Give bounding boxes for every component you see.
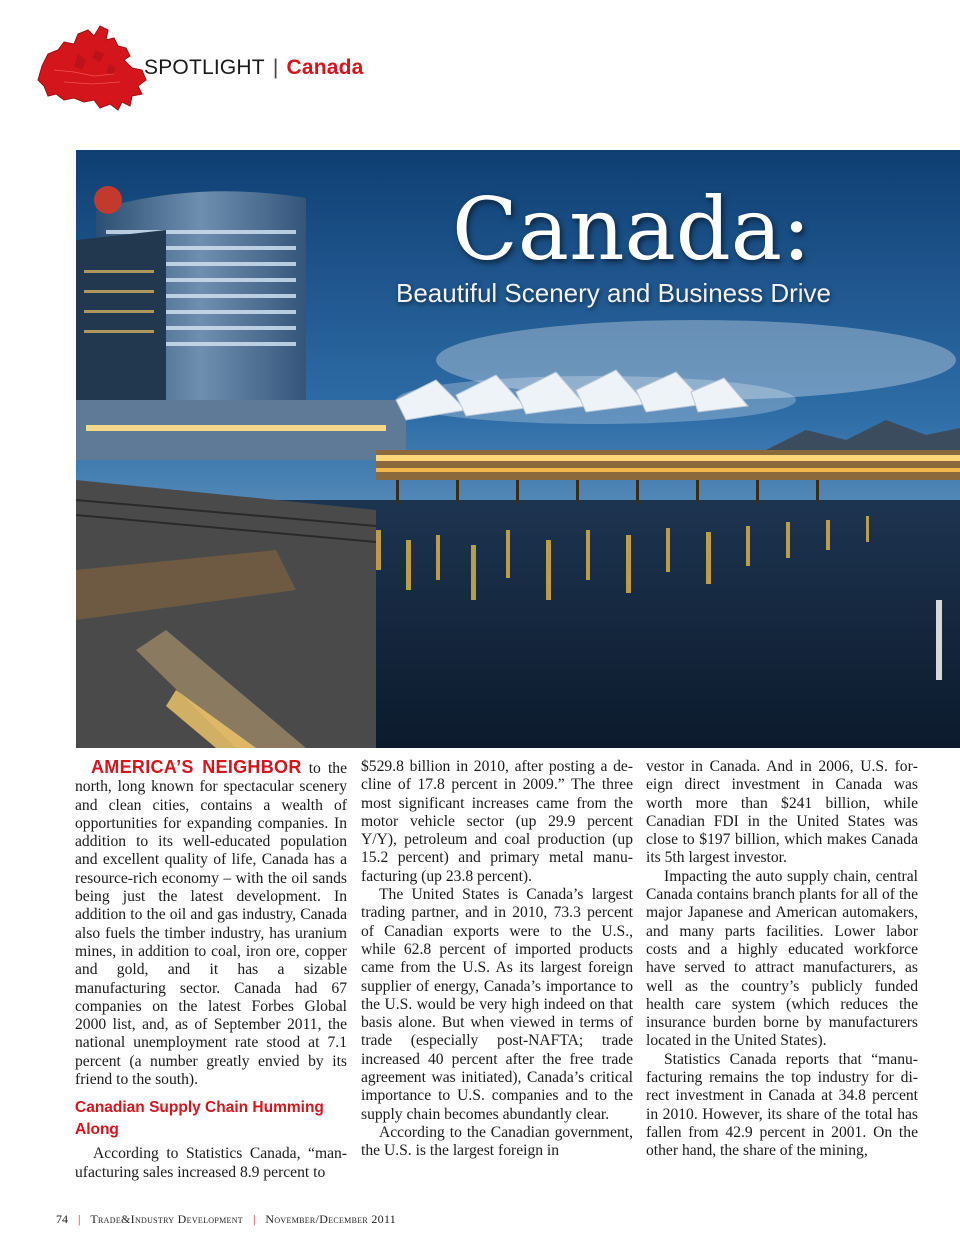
article-paragraph: According to the Canadian government, the U.S. is the largest foreign in	[361, 1123, 633, 1160]
article-paragraph: $529.8 billion in 2010, after posting a decline of 17.8 percent in 2009.” The three most significant increases came from the motor vehicle sector (up 29.9 percent Y/Y), petroleum and coal production (up 15.2 percent) and primary metal manufacturing (up 23.8 percent).	[361, 758, 633, 885]
page-footer	[56, 1212, 396, 1227]
lead-in: AMERICA’S NEIGHBOR	[91, 757, 302, 777]
hero-photo	[76, 150, 960, 748]
page-header	[0, 0, 960, 140]
article-paragraph: According to Statistics Canada, “manufacturing sales increased 8.9 percent to	[75, 1145, 347, 1181]
article-column-2	[361, 758, 633, 1161]
hero-title: Canada:	[452, 180, 812, 280]
article-paragraph: Impacting the auto supply chain, central Canada contains branch plants for all of the major Japanese and American automakers, and many parts facilities. Lower labor costs and a highly educated workforce have served to attract manufacturers, as well as the country’s publicly funded health care system (which reduces the insurance burden borne by manufacturers located in the United States).	[646, 867, 918, 1050]
section-separator: |	[272, 56, 279, 79]
publication-name: Trade&Industry Development	[90, 1212, 243, 1226]
footer-divider: |	[252, 1212, 256, 1226]
issue-date: November/December 2011	[265, 1212, 397, 1226]
article-column-1	[75, 758, 347, 1182]
article-paragraph: vestor in Canada. And in 2006, U.S. foreign direct investment in Canada was worth more than $241 billion, while Canadian FDI in the United States was close to $197 billion, which makes Canada its 5th largest investor.	[646, 758, 918, 867]
hero-subtitle: Beautiful Scenery and Business Drive	[396, 278, 832, 308]
subheading: Canadian Supply Chain Humming Along	[75, 1099, 324, 1139]
article-paragraph: Statistics Canada reports that “manufacturing remains the top industry for direct investment in Canada at 34.8 percent in 2010. However, its share of the total has fallen from 42.9 percent in 2001. On the other hand, the share of the mining,	[646, 1050, 918, 1160]
article-paragraph: The United States is Canada’s largest trading partner, and in 2010, 73.3 percent of Canadian exports were to the U.S., while 62.8 percent of imported products came from the U.S. As its largest foreign supplier of energy, Canada’s importance to the U.S. would be very high indeed on that basis alone. But when viewed in terms of trade (especially post-NAFTA; trade increased 40 percent after the free trade agreement was initiated), Canada’s critical importance to U.S. companies and to the supply chain becomes abundantly clear.	[361, 886, 633, 1123]
section-country: Canada	[286, 56, 364, 79]
footer-divider: |	[78, 1212, 81, 1226]
article-paragraph	[75, 758, 347, 1089]
section-label	[144, 56, 364, 80]
page-number: 74	[56, 1212, 68, 1226]
section-name: SPOTLIGHT	[144, 56, 265, 79]
paragraph-text: to the north, long known for spectacular scenery and clean cities, contains a wealth of opportunities for expanding companies. In addition to its well-educated population and excellent quality of life, Canada has a resource-rich economy – with the oil sands being just the latest development. In addition to the oil and gas industry, Canada also fuels the timber industry, has uranium mines, in addition to coal, iron ore, copper and gold, and it has a sizable manufacturing sector. Canada had 67 companies on the latest Forbes Global 2000 list, and, as of September 2011, the national unemployment rate stood at 7.1 percent (a number greatly envied by its friend to the south).	[75, 760, 347, 1089]
article-column-3	[646, 758, 918, 1161]
canada-map-icon	[34, 20, 148, 120]
